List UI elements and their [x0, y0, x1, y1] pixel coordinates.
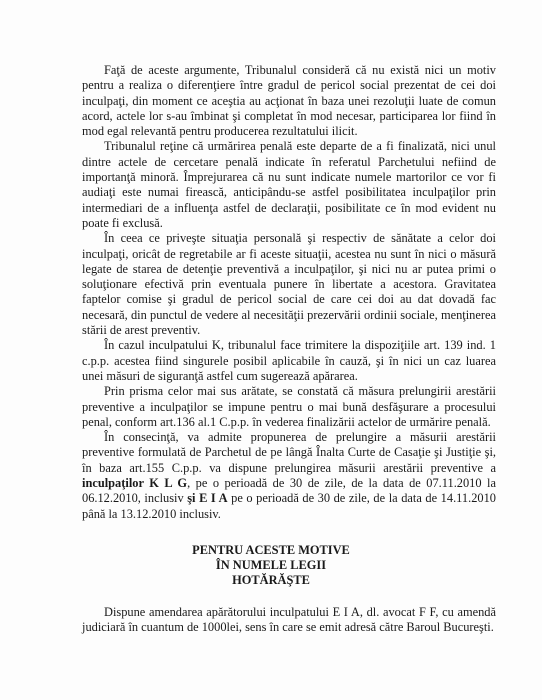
heading-line-motive: PENTRU ACESTE MOTIVE [192, 543, 350, 557]
document-body [82, 63, 496, 522]
closing-section [82, 605, 496, 636]
heading-line-hotaraste: HOTĂRĂŞTE [232, 573, 310, 587]
consecinta-text-1: În consecinţă, va admite propunerea de prelungire a măsurii arestării preventive formulată de Parchetul de pe lângă Înalta Curte de Casaţie şi Justiţie şi, în baza art.155 C.p.p. va dispune prelungirea măsurii arestării preventive a [82, 430, 496, 475]
consecinta-bold-1: inculpaţilor K L G [82, 476, 188, 491]
paragraph-urmarire-penala: Tribunalul reţine că urmărirea penală este departe de a fi finalizată, nici unul dintre actele de cercetare penală indicate în referatul Parchetului nefiind de importanţă minoră. Împrejurarea că nu sunt indicate numele martorilor ce vor fi audiaţi este numai firească, anticipându-se astfel posibilitatea inculpaţilor prin intermediari de a influenţa astfel de declaraţii, posibilitate ce în mod evident nu poate fi exclusă. [82, 139, 496, 230]
paragraph-argumente: Faţă de aceste argumente, Tribunalul consideră că nu există nici un motiv pentru a realiza o diferenţiere între gradul de pericol social prezentat de cei doi inculpaţi, din moment ce aceştia au acţionat în baza unei rezoluţii luate de comun acord, actele lor s-au îmbinat şi completat în mod necesar, participarea lor fiind în mod egal relevantă pentru producerea rezultatului ilicit. [82, 63, 496, 139]
paragraph-amendare: Dispune amendarea apărătorului inculpatului E I A, dl. avocat F F, cu amendă judiciară în cuantum de 1000lei, sens în care se emit adresă către Baroul Bucureşti. [82, 605, 496, 635]
consecinta-text-3: pe o perioadă de 30 de zile, de la data de 14.11.2010 până la 13.12.2010 inclusiv. [82, 491, 496, 521]
paragraph-prelungire: Prin prisma celor mai sus arătate, se constată că măsura prelungirii arestării preventive a inculpaţilor se impune pentru o mai bună desfăşurare a procesului penal, conform art.136 al.1 C.p.p. în vederea finalizării actelor de urmărire penală. [82, 384, 496, 429]
consecinta-bold-2: şi E I A [187, 491, 228, 506]
consecinta-text-2: , pe o perioadă de 30 de zile, de la data de 07.11.2010 la 06.12.2010, inclusiv [82, 476, 496, 506]
heading-line-legii: ÎN NUMELE LEGII [215, 558, 327, 572]
dispositive-heading [0, 543, 542, 588]
paragraph-situatie-personala: În ceea ce priveşte situaţia personală şi respectiv de sănătate a celor doi inculpaţi, oricât de regretabile ar fi aceste situaţii, acestea nu sunt în nici o măsură legate de starea de detenţie preventivă a inculpaţilor, şi nici nu ar putea primi o soluţionare efectivă prin eventuala punere în libertate a acestora. Gravitatea faptelor comise şi gradul de pericol social de care cei doi au dat dovadă fac necesară, din punctul de vedere al necesităţii prezervării ordinii sociale, menţinerea stării de arest preventiv. [82, 231, 496, 338]
paragraph-inculpat-k: În cazul inculpatului K, tribunalul face trimitere la dispoziţiile art. 139 ind. 1 c.p.p. acestea fiind singurele posibil aplicabile în cauză, şi în nici un caz luarea unei măsuri de siguranţă astfel cum sugerează apărarea. [82, 338, 496, 383]
paragraph-consecinta [82, 430, 496, 522]
